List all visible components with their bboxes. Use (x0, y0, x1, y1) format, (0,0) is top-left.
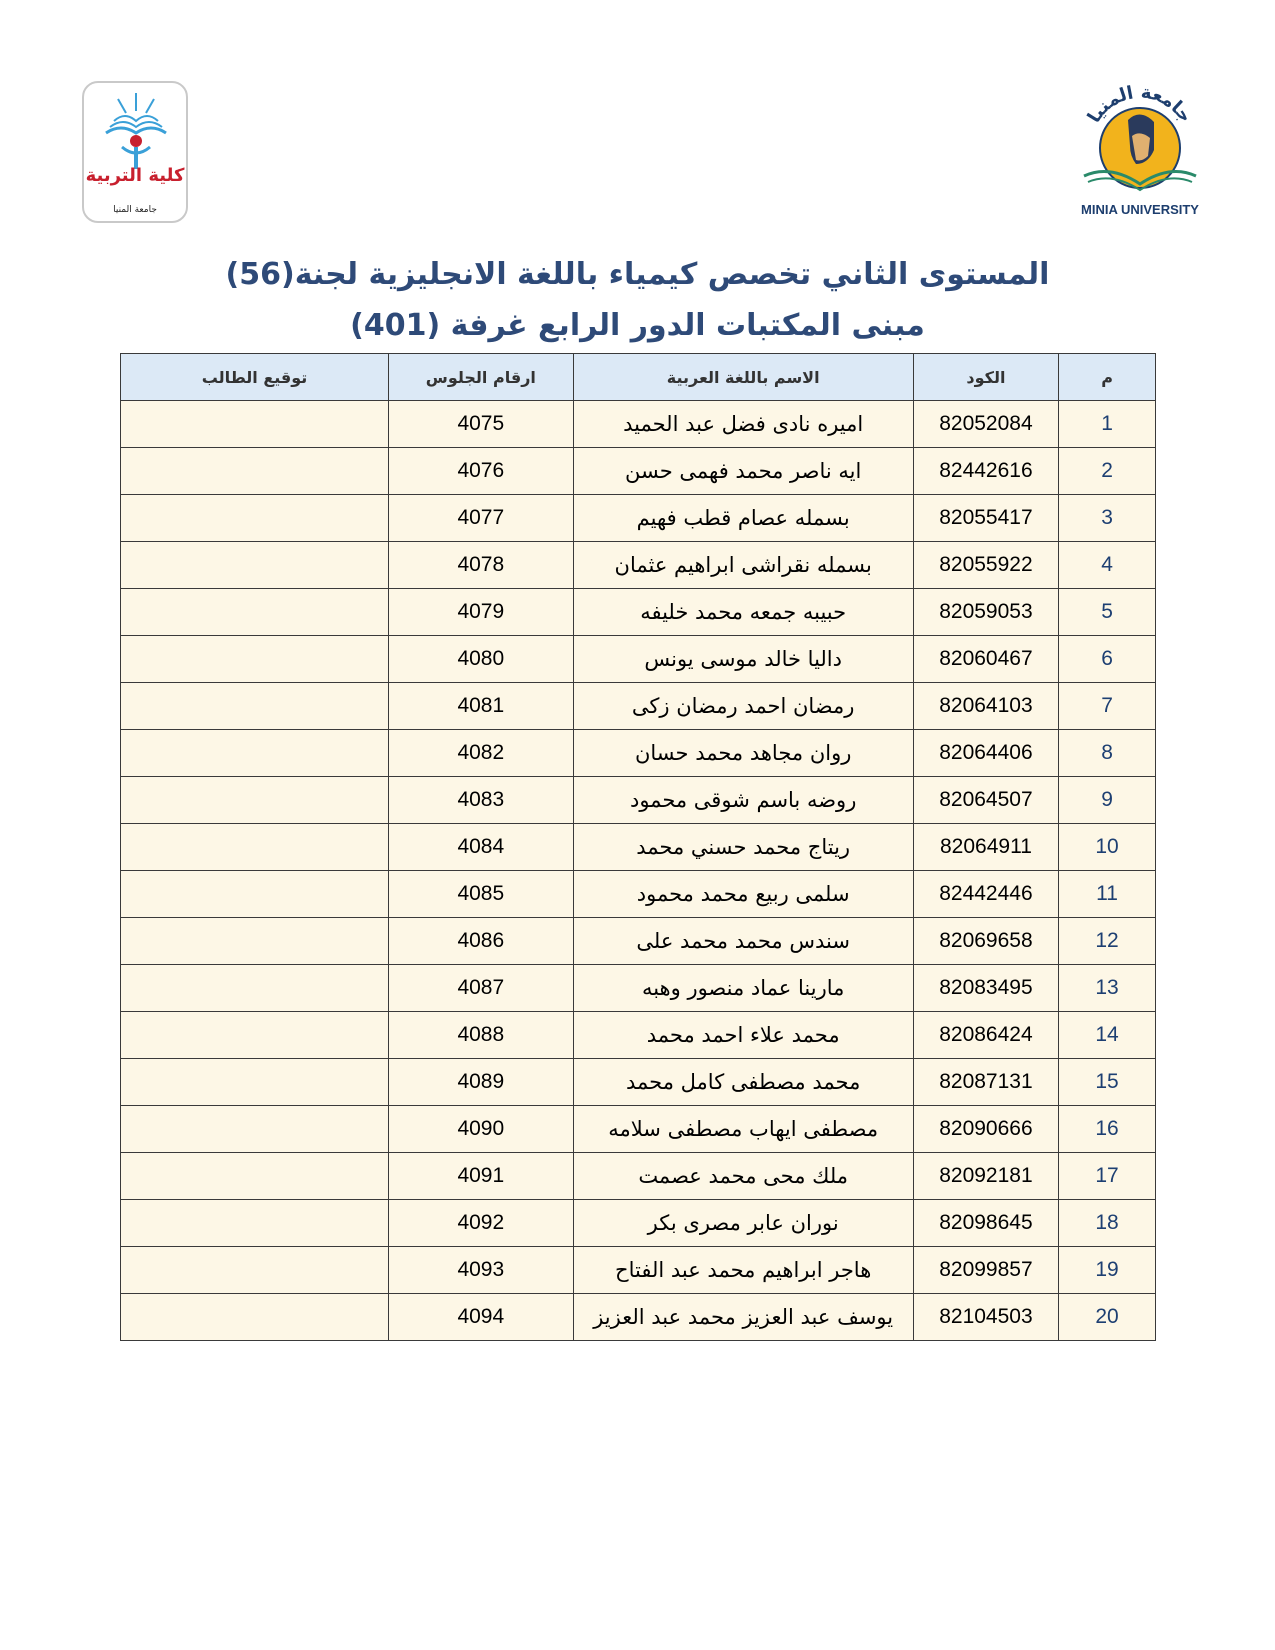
student-name: يوسف عبد العزيز محمد عبد العزيز (573, 1294, 913, 1341)
student-code: 82064103 (913, 683, 1058, 730)
signature-cell[interactable] (121, 1059, 389, 1106)
seat-number: 4083 (389, 777, 574, 824)
signature-cell[interactable] (121, 918, 389, 965)
student-code: 82064911 (913, 824, 1058, 871)
student-code: 82090666 (913, 1106, 1058, 1153)
signature-cell[interactable] (121, 730, 389, 777)
student-code: 82055922 (913, 542, 1058, 589)
signature-cell[interactable] (121, 589, 389, 636)
table-row (121, 401, 1156, 448)
student-name: سندس محمد محمد على (573, 918, 913, 965)
signature-cell[interactable] (121, 542, 389, 589)
signature-cell[interactable] (121, 777, 389, 824)
seat-number: 4085 (389, 871, 574, 918)
table-row (121, 448, 1156, 495)
student-code: 82069658 (913, 918, 1058, 965)
seat-number: 4084 (389, 824, 574, 871)
university-seal-icon (1070, 80, 1210, 202)
seat-number: 4087 (389, 965, 574, 1012)
student-name: سلمى ربيع محمد محمود (573, 871, 913, 918)
student-name: روان مجاهد محمد حسان (573, 730, 913, 777)
student-name: اميره نادى فضل عبد الحميد (573, 401, 913, 448)
student-name: داليا خالد موسى يونس (573, 636, 913, 683)
signature-cell[interactable] (121, 401, 389, 448)
table-row (121, 542, 1156, 589)
student-name: محمد مصطفى كامل محمد (573, 1059, 913, 1106)
table-row (121, 1294, 1156, 1341)
table-row (121, 1059, 1156, 1106)
minia-university-logo (1070, 80, 1210, 225)
table-row (121, 1012, 1156, 1059)
student-name: ريتاج محمد حسني محمد (573, 824, 913, 871)
signature-cell[interactable] (121, 1200, 389, 1247)
seat-number: 4092 (389, 1200, 574, 1247)
header-code: الكود (913, 354, 1058, 401)
seat-number: 4078 (389, 542, 574, 589)
seat-number: 4089 (389, 1059, 574, 1106)
signature-cell[interactable] (121, 495, 389, 542)
row-number: 13 (1059, 965, 1156, 1012)
student-name: مارينا عماد منصور وهبه (573, 965, 913, 1012)
header-seat-number: ارقام الجلوس (389, 354, 574, 401)
seat-number: 4094 (389, 1294, 574, 1341)
document-title: المستوى الثاني تخصص كيمياء باللغة الانجليزية لجنة(56) (225, 257, 1050, 292)
row-number: 3 (1059, 495, 1156, 542)
signature-cell[interactable] (121, 448, 389, 495)
table-row (121, 495, 1156, 542)
seat-number: 4090 (389, 1106, 574, 1153)
student-code: 82092181 (913, 1153, 1058, 1200)
faculty-of-education-logo (82, 81, 188, 223)
student-name: ايه ناصر محمد فهمى حسن (573, 448, 913, 495)
student-code: 82104503 (913, 1294, 1058, 1341)
seat-number: 4091 (389, 1153, 574, 1200)
faculty-university-name: جامعة المنيا (113, 205, 157, 215)
student-name: مصطفى ايهاب مصطفى سلامه (573, 1106, 913, 1153)
row-number: 16 (1059, 1106, 1156, 1153)
student-code: 82442446 (913, 871, 1058, 918)
student-code: 82099857 (913, 1247, 1058, 1294)
table-row (121, 871, 1156, 918)
row-number: 15 (1059, 1059, 1156, 1106)
student-code: 82064406 (913, 730, 1058, 777)
row-number: 7 (1059, 683, 1156, 730)
table-body (121, 401, 1156, 1341)
student-name: بسمله نقراشى ابراهيم عثمان (573, 542, 913, 589)
student-name: ملك محى محمد عصمت (573, 1153, 913, 1200)
student-code: 82064507 (913, 777, 1058, 824)
table-row (121, 1200, 1156, 1247)
table-row (121, 589, 1156, 636)
table-row (121, 1153, 1156, 1200)
student-code: 82060467 (913, 636, 1058, 683)
signature-cell[interactable] (121, 871, 389, 918)
student-code: 82059053 (913, 589, 1058, 636)
student-name: روضه باسم شوقى محمود (573, 777, 913, 824)
university-english-name: MINIA UNIVERSITY (1081, 202, 1199, 217)
row-number: 19 (1059, 1247, 1156, 1294)
student-code: 82083495 (913, 965, 1058, 1012)
student-name: حبيبه جمعه محمد خليفه (573, 589, 913, 636)
row-number: 14 (1059, 1012, 1156, 1059)
document-subtitle: مبنى المكتبات الدور الرابع غرفة (401) (350, 308, 925, 343)
row-number: 20 (1059, 1294, 1156, 1341)
table-row (121, 1106, 1156, 1153)
signature-cell[interactable] (121, 1106, 389, 1153)
student-code: 82098645 (913, 1200, 1058, 1247)
row-number: 18 (1059, 1200, 1156, 1247)
faculty-name: كلية التربية (85, 165, 185, 186)
table-row (121, 1247, 1156, 1294)
row-number: 6 (1059, 636, 1156, 683)
row-number: 1 (1059, 401, 1156, 448)
row-number: 17 (1059, 1153, 1156, 1200)
student-code: 82086424 (913, 1012, 1058, 1059)
table-row (121, 824, 1156, 871)
seat-number: 4088 (389, 1012, 574, 1059)
signature-cell[interactable] (121, 965, 389, 1012)
signature-cell[interactable] (121, 636, 389, 683)
seat-number: 4076 (389, 448, 574, 495)
signature-cell[interactable] (121, 1012, 389, 1059)
table-row (121, 730, 1156, 777)
student-code: 82052084 (913, 401, 1058, 448)
seal-arabic-name: جامعة المنيا (1083, 81, 1197, 127)
student-name: محمد علاء احمد محمد (573, 1012, 913, 1059)
student-code: 82087131 (913, 1059, 1058, 1106)
signature-cell[interactable] (121, 824, 389, 871)
table-row (121, 636, 1156, 683)
open-book-icon (96, 89, 176, 169)
student-name: نوران عابر مصرى بكر (573, 1200, 913, 1247)
signature-cell[interactable] (121, 1247, 389, 1294)
seat-number: 4081 (389, 683, 574, 730)
signature-cell[interactable] (121, 1294, 389, 1341)
seat-number: 4075 (389, 401, 574, 448)
table-row (121, 918, 1156, 965)
row-number: 9 (1059, 777, 1156, 824)
student-name: رمضان احمد رمضان زكى (573, 683, 913, 730)
row-number: 11 (1059, 871, 1156, 918)
row-number: 2 (1059, 448, 1156, 495)
header-signature: توقيع الطالب (121, 354, 389, 401)
table-row (121, 965, 1156, 1012)
row-number: 10 (1059, 824, 1156, 871)
header-number: م (1059, 354, 1156, 401)
student-roster-table (120, 353, 1156, 1341)
seat-number: 4080 (389, 636, 574, 683)
student-name: هاجر ابراهيم محمد عبد الفتاح (573, 1247, 913, 1294)
seat-number: 4086 (389, 918, 574, 965)
signature-cell[interactable] (121, 683, 389, 730)
row-number: 4 (1059, 542, 1156, 589)
student-code: 82442616 (913, 448, 1058, 495)
table-header-row (121, 354, 1156, 401)
student-name: بسمله عصام قطب فهيم (573, 495, 913, 542)
row-number: 12 (1059, 918, 1156, 965)
seat-number: 4079 (389, 589, 574, 636)
seat-number: 4082 (389, 730, 574, 777)
table-row (121, 683, 1156, 730)
header-name: الاسم باللغة العربية (573, 354, 913, 401)
table-row (121, 777, 1156, 824)
seat-number: 4077 (389, 495, 574, 542)
signature-cell[interactable] (121, 1153, 389, 1200)
row-number: 8 (1059, 730, 1156, 777)
student-code: 82055417 (913, 495, 1058, 542)
seat-number: 4093 (389, 1247, 574, 1294)
row-number: 5 (1059, 589, 1156, 636)
